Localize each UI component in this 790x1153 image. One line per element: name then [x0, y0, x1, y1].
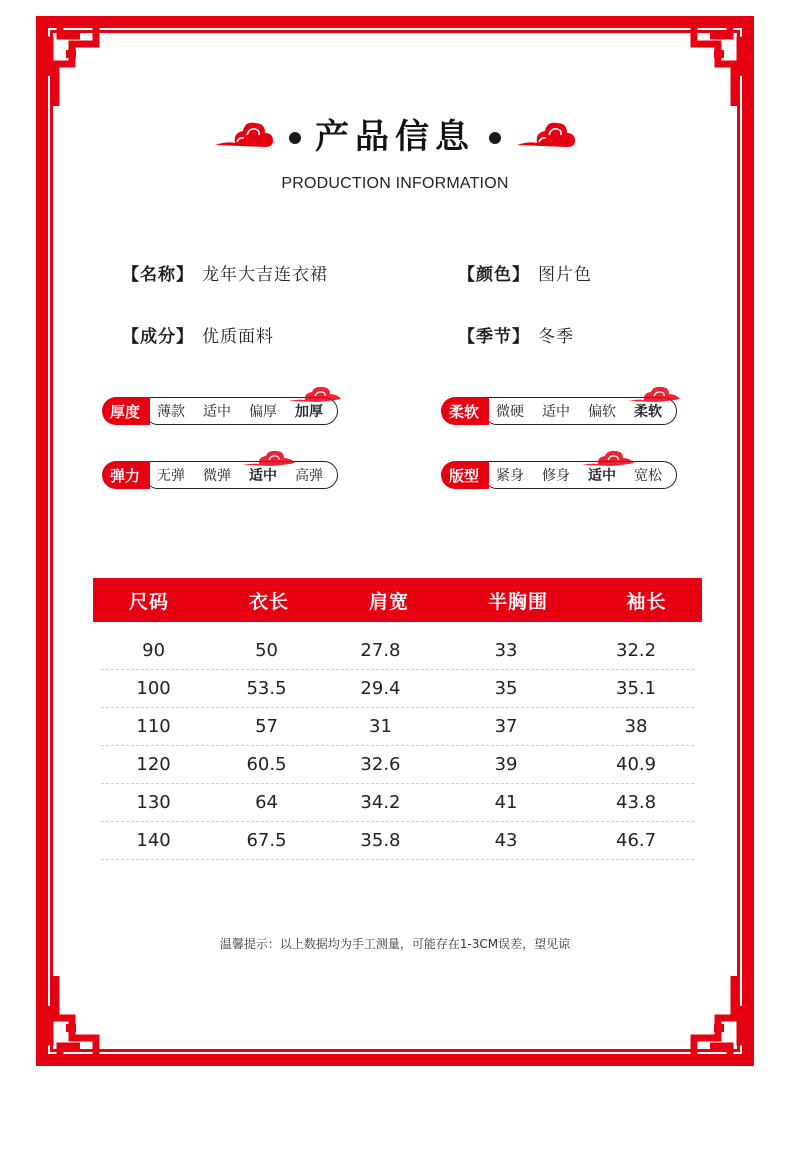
info-name-value: 龙年大吉连衣裙 [202, 265, 328, 285]
table-cell: 67.5 [246, 830, 287, 851]
table-cell: 39 [494, 754, 518, 775]
attr-option-selected-label: 柔软 [634, 404, 663, 420]
attr-softness-label: 柔软 [441, 397, 489, 425]
info-color-key: 【颜色】 [458, 265, 530, 285]
table-row [101, 746, 694, 784]
cloud-marker-icon [626, 383, 682, 405]
table-row [101, 822, 694, 860]
attr-option: 薄款 [157, 404, 186, 420]
attr-option: 宽松 [634, 468, 663, 484]
attr-elasticity-label: 弹力 [102, 461, 150, 489]
attr-option: 偏软 [588, 404, 617, 420]
table-cell: 140 [136, 830, 171, 851]
attr-option: 微硬 [496, 404, 525, 420]
page-title: 产品信息 [315, 116, 475, 157]
table-cell: 130 [136, 792, 171, 813]
table-cell: 110 [136, 716, 171, 737]
table-row [101, 784, 694, 822]
attr-option-selected [634, 401, 662, 421]
attr-thickness-label: 厚度 [102, 397, 150, 425]
header-cell-half-chest: 半胸围 [487, 590, 548, 613]
attr-softness [441, 396, 677, 426]
info-material [122, 322, 274, 347]
table-cell: 64 [255, 792, 278, 813]
table-cell: 60.5 [246, 754, 287, 775]
table-cell: 27.8 [360, 640, 401, 661]
size-table [93, 578, 702, 860]
table-cell: 35.1 [616, 678, 657, 699]
table-cell: 53.5 [246, 678, 287, 699]
table-row [101, 708, 694, 746]
attr-option-selected [249, 465, 277, 485]
header-cell-size: 尺码 [128, 590, 169, 613]
table-cell: 31 [369, 716, 392, 737]
page-subtitle: PRODUCTION INFORMATION [281, 175, 509, 192]
table-row [101, 632, 694, 670]
info-season-value: 冬季 [538, 327, 574, 347]
attr-option: 紧身 [496, 468, 525, 484]
size-table-body [101, 632, 694, 860]
attr-option: 适中 [203, 404, 232, 420]
size-table-header [93, 578, 702, 622]
cloud-marker-icon [241, 447, 297, 469]
info-season [458, 322, 574, 347]
info-name-key: 【名称】 [122, 265, 194, 285]
info-material-key: 【成分】 [122, 327, 194, 347]
table-cell: 33 [494, 640, 518, 661]
header-cell-sleeve: 袖长 [626, 590, 667, 613]
attr-elasticity [102, 460, 338, 490]
attr-fit [441, 460, 677, 490]
table-cell: 50 [255, 640, 278, 661]
attr-option-selected [295, 401, 323, 421]
cloud-marker-icon [287, 383, 343, 405]
attr-elasticity-track [144, 461, 338, 489]
info-color [458, 260, 592, 285]
attr-option: 修身 [542, 468, 571, 484]
attr-option: 高弹 [295, 468, 324, 484]
table-cell: 32.2 [616, 640, 657, 661]
info-season-key: 【季节】 [458, 327, 530, 347]
auspicious-cloud-icon [515, 115, 577, 151]
table-cell: 41 [494, 792, 518, 813]
auspicious-cloud-icon [213, 115, 275, 151]
title-dot-left [289, 132, 301, 144]
attr-thickness [102, 396, 338, 426]
cloud-marker-icon [580, 447, 636, 469]
corner-ornament-bottom-left [36, 956, 146, 1066]
attr-option-selected [588, 465, 616, 485]
table-cell: 57 [255, 716, 278, 737]
attr-softness-track [483, 397, 677, 425]
corner-ornament-bottom-right [644, 956, 754, 1066]
attr-option: 微弹 [203, 468, 232, 484]
table-cell: 35.8 [360, 830, 401, 851]
table-cell: 29.4 [360, 678, 401, 699]
attr-fit-label: 版型 [441, 461, 489, 489]
table-cell: 90 [142, 640, 166, 661]
info-color-value: 图片色 [538, 265, 592, 285]
title-row [0, 108, 790, 158]
table-cell: 46.7 [616, 830, 657, 851]
attr-option: 适中 [542, 404, 571, 420]
header-cell-length: 衣长 [248, 590, 289, 613]
table-cell: 37 [494, 716, 518, 737]
attr-fit-track [483, 461, 677, 489]
info-name [122, 260, 328, 285]
header-cell-shoulder: 肩宽 [368, 590, 409, 613]
table-cell: 120 [136, 754, 171, 775]
attr-option-selected-label: 适中 [588, 468, 617, 484]
attr-option: 偏厚 [249, 404, 278, 420]
table-cell: 38 [624, 716, 648, 737]
table-cell: 100 [136, 678, 171, 699]
title-dot-right [489, 132, 501, 144]
table-cell: 40.9 [616, 754, 657, 775]
attr-option-selected-label: 适中 [249, 468, 278, 484]
info-material-value: 优质面料 [202, 327, 274, 347]
table-cell: 43.8 [616, 792, 657, 813]
table-cell: 43 [494, 830, 518, 851]
attr-option: 无弹 [157, 468, 186, 484]
measurement-tip: 温馨提示：以上数据均为手工测量，可能存在1-3CM误差，望见谅 [219, 937, 571, 951]
table-cell: 35 [494, 678, 518, 699]
attr-option-selected-label: 加厚 [295, 404, 324, 420]
table-cell: 32.6 [360, 754, 401, 775]
table-cell: 34.2 [360, 792, 401, 813]
table-row [101, 670, 694, 708]
attr-thickness-track [144, 397, 338, 425]
